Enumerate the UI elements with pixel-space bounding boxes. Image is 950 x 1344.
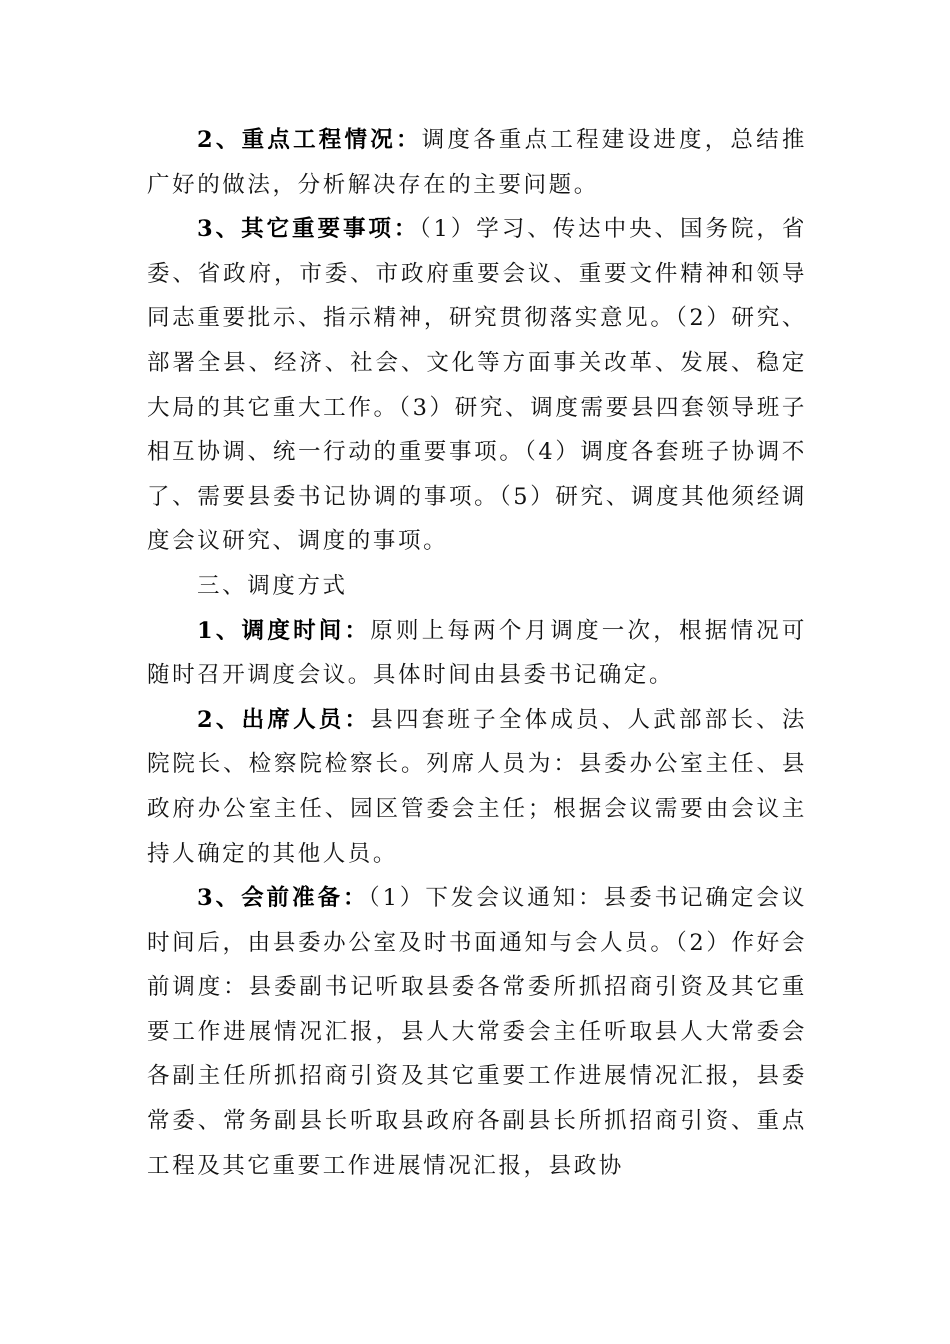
paragraph-body: （1）下发会议通知：县委书记确定会议时间后，由县委办公室及时书面通知与会人员。（2）作好会前调度：县委副书记听取县委各常委所抓招商引资及其它重要工作进展情况汇报，县人大常委会主任听取县人大常委会各副主任所抓招商引资及其它重要工作进展情况汇报，县委常委、常务副县长听取县政府各副县长所抓招商引资、重点工程及其它重要工作进展情况汇报，县政协 — [147, 885, 807, 1179]
paragraph-lead: 3、会前准备： — [197, 885, 369, 912]
document-body — [147, 118, 807, 1188]
paragraph-key-projects — [147, 118, 807, 207]
paragraph-body: 县四套班子全体成员、人武部部长、法院院长、检察院检察长。列席人员为：县委办公室主任、县政府办公室主任、园区管委会主任；根据会议需要由会议主持人确定的其他人员。 — [147, 706, 807, 867]
section-heading: 三、调度方式 — [197, 572, 348, 599]
paragraph-attendees — [147, 698, 807, 876]
paragraph-preparation — [147, 876, 807, 1188]
paragraph-lead: 3、其它重要事项： — [197, 216, 420, 243]
paragraph-lead: 1、调度时间： — [197, 617, 371, 644]
paragraph-body: 原则上每两个月调度一次，根据情况可随时召开调度会议。具体时间由县委书记确定。 — [147, 617, 807, 689]
paragraph-other-matters — [147, 207, 807, 564]
paragraph-schedule-time — [147, 609, 807, 698]
paragraph-lead: 2、重点工程情况： — [197, 127, 422, 153]
paragraph-body: 调度各重点工程建设进度，总结推广好的做法，分析解决存在的主要问题。 — [147, 127, 807, 198]
paragraph-body: （1）学习、传达中央、国务院，省委、省政府，市委、市政府重要会议、重要文件精神和领导同志重要批示、指示精神，研究贯彻落实意见。（2）研究、部署全县、经济、社会、文化等方面事关改革、发展、稳定大局的其它重大工作。（3）研究、调度需要县四套领导班子相互协调、统一行动的重要事项。（4）调度各套班子协调不了、需要县委书记协调的事项。（5）研究、调度其他须经调度会议研究、调度的事项。 — [147, 216, 807, 555]
paragraph-lead: 2、出席人员： — [197, 706, 371, 733]
